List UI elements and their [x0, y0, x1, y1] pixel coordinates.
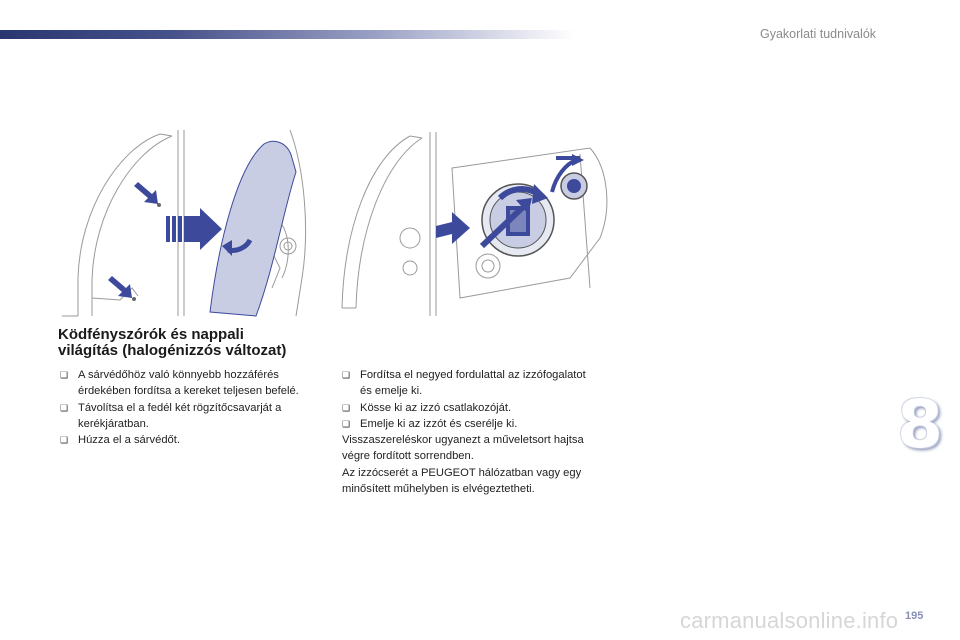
heading-line-2: világítás (halogénizzós változat) [58, 342, 287, 359]
checkbox-bullet-icon: ❑ [342, 370, 351, 380]
list-item: ❑ Kösse ki az izzó csatlakozóját. [342, 400, 592, 416]
list-item: ❑ Fordítsa el negyed fordulattal az izzófogalatot és emelje ki. [342, 369, 586, 398]
header-gradient-bar [0, 30, 575, 39]
list-item: ❑ Húzza el a sárvédőt. [60, 432, 315, 448]
checkbox-bullet-icon: ❑ [60, 402, 69, 413]
left-instructions [60, 367, 315, 448]
checkbox-bullet-icon: ❑ [60, 370, 69, 380]
list-item: ❑ A sárvédőhöz való könnyebb hozzáférés érdekében fordítsa a kereket teljesen befelé. [60, 369, 299, 398]
bulb-holder-illustration [340, 128, 615, 320]
list-item: ❑ Emelje ki az izzót és cserélje ki. [342, 416, 592, 432]
watermark: carmanualsonline.info [680, 608, 899, 633]
wheel-arch-cover-illustration [60, 128, 322, 320]
list-item: ❑ Távolítsa el a fedél két rögzítőcsavarját a kerékjáratban. [60, 401, 282, 430]
page-number: 195 [905, 610, 924, 622]
dealer-note: Az izzócserét a PEUGEOT hálózatban vagy egy minősített műhelyben is elvégeztetheti. [342, 466, 582, 496]
chapter-number: 8 [897, 386, 943, 463]
heading-line-1: Ködfényszórók és nappali [58, 326, 244, 343]
page-heading [58, 327, 328, 359]
right-instructions [342, 367, 592, 497]
checkbox-bullet-icon: ❑ [342, 418, 351, 429]
section-title: Gyakorlati tudnivalók [760, 27, 877, 41]
checkbox-bullet-icon: ❑ [60, 435, 69, 446]
reassembly-note: Visszaszereléskor ugyanezt a műveletsort hajtsa végre fordított sorrendben. [342, 434, 584, 463]
checkbox-bullet-icon: ❑ [342, 402, 351, 413]
